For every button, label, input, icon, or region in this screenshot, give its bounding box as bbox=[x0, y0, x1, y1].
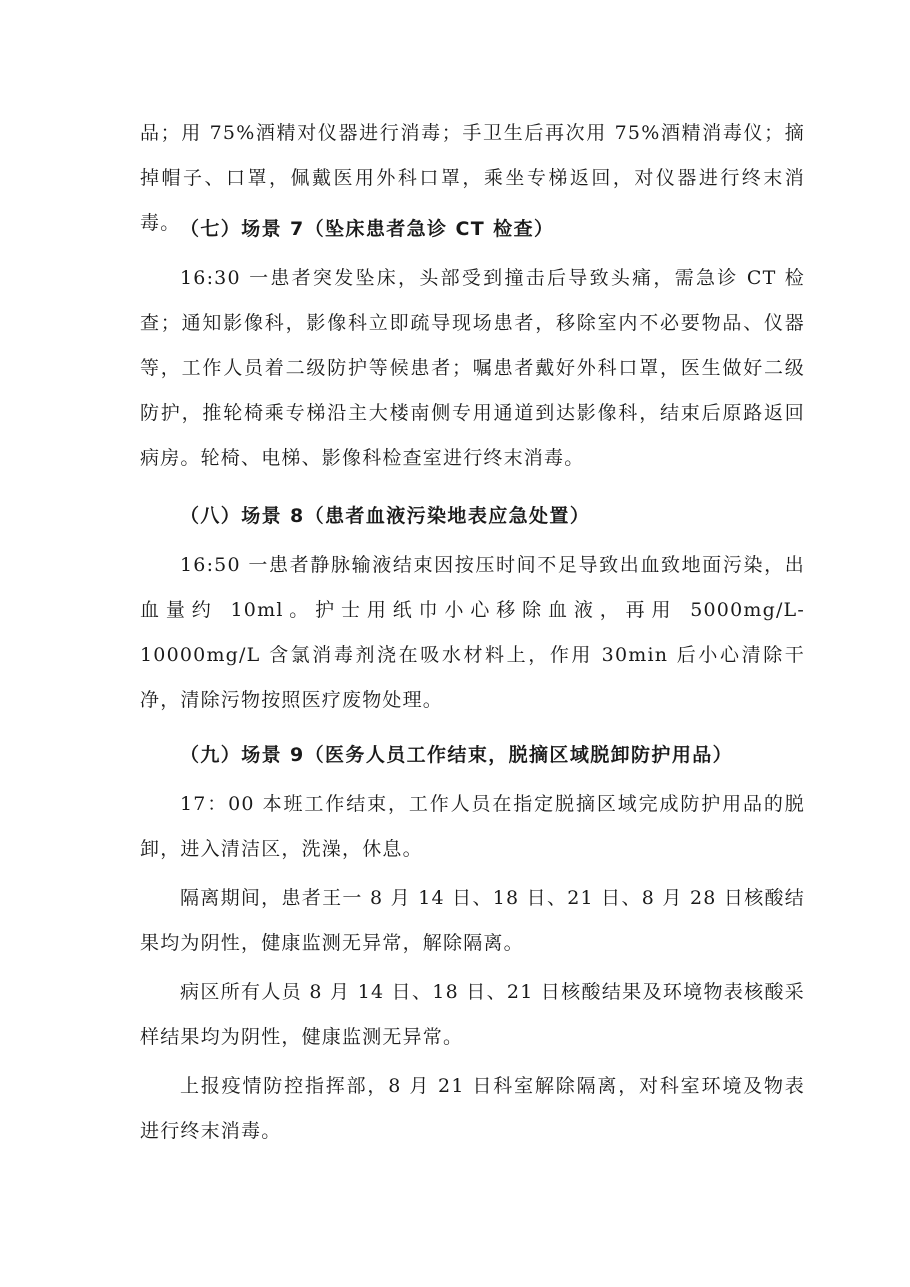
section-9-paragraph-d bbox=[140, 1064, 805, 1154]
section-9-text-c: 病区所有人员 8 月 14 日、18 日、21 日核酸结果及环境物表核酸采样结果均为阴性，健康监测无异常。 bbox=[140, 981, 805, 1048]
section-heading-9: （九）场景 9（医务人员工作结束，脱摘区域脱卸防护用品） bbox=[180, 744, 734, 766]
section-9-paragraph-a bbox=[140, 782, 805, 872]
section-9-text-b: 隔离期间，患者王一 8 月 14 日、18 日、21 日、8 月 28 日核酸结果均为阴性，健康监测无异常，解除隔离。 bbox=[140, 887, 805, 954]
section-9-paragraph-b bbox=[140, 876, 805, 966]
section-7-text: 16:30 一患者突发坠床，头部受到撞击后导致头痛，需急诊 CT 检查；通知影像科，影像科立即疏导现场患者，移除室内不必要物品、仪器等，工作人员着二级防护等候患者；嘱患者戴好外科口罩，医生做好二级防护，推轮椅乘专梯沿主大楼南侧专用通道到达影像科，结束后原路返回病房。轮椅、电梯、影像科检查室进行终末消毒。 bbox=[140, 267, 805, 469]
section-8-text: 16:50 一患者静脉输液结束因按压时间不足导致出血致地面污染，出血量约 10ml。护士用纸巾小心移除血液，再用 5000mg/L-10000mg/L 含氯消毒剂浇在吸水材料上，作用 30min 后小心清除干净，清除污物按照医疗废物处理。 bbox=[140, 554, 805, 711]
section-9-text-a: 17：00 本班工作结束，工作人员在指定脱摘区域完成防护用品的脱卸，进入清洁区，洗澡，休息。 bbox=[140, 793, 805, 860]
section-9-paragraph-c bbox=[140, 970, 805, 1060]
section-heading-8: （八）场景 8（患者血液污染地表应急处置） bbox=[180, 505, 591, 527]
section-7-paragraph bbox=[140, 256, 805, 481]
intro-text: 品；用 75%酒精对仪器进行消毒；手卫生后再次用 75%酒精消毒仪；摘掉帽子、口罩，佩戴医用外科口罩，乘坐专梯返回，对仪器进行终末消毒。 bbox=[140, 122, 805, 234]
section-heading-7: （七）场景 7（坠床患者急诊 CT 检查） bbox=[180, 218, 555, 240]
section-8-paragraph bbox=[140, 543, 805, 723]
section-9-text-d: 上报疫情防控指挥部，8 月 21 日科室解除隔离，对科室环境及物表进行终末消毒。 bbox=[140, 1075, 805, 1142]
